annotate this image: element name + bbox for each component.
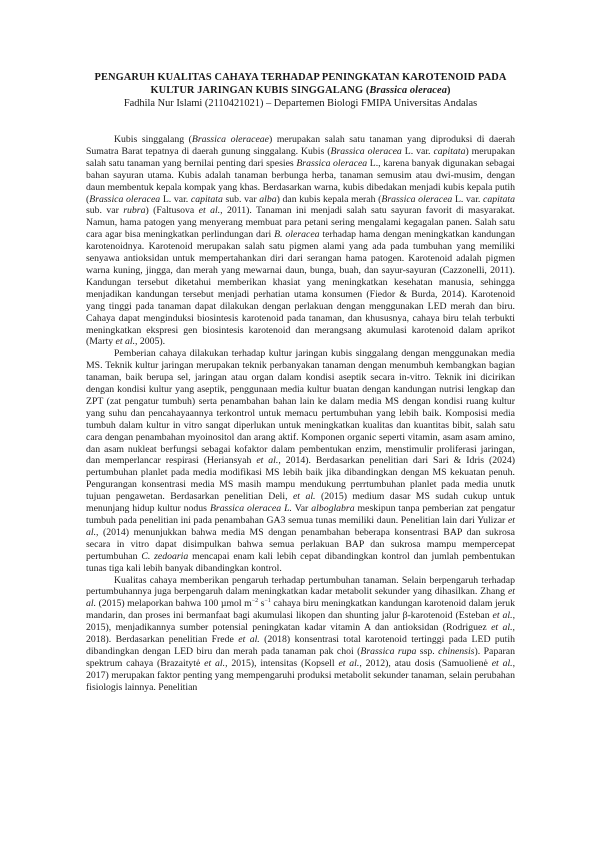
- italic-text-run: et al.: [338, 657, 360, 669]
- text-run: ). Paparan spektrum cahaya (Brazaitytė: [86, 645, 516, 669]
- italic-text-run: Brassica oleracea: [296, 157, 368, 169]
- italic-text-run: et al.: [491, 657, 513, 669]
- text-run: Pemberian cahaya dilakukan terhadap kultur jaringan kubis singgalang dengan menggunakan media MS. Teknik kultur jaringan merupakan teknik perbanyakan tanaman dengan menumbuh kembangkan bagian tanaman, baik berupa sel, jaringan atau organ dalam kondisi aseptik secara in-vitro. Teknik ini dicirikan dengan kondisi kultur yang aseptik, penggunaan media kultur buatan dengan kandungan nutrisi lengkap dan ZPT (zat pengatur tumbuh) serta penambahan bahan lain ke dalam media MS dengan kondisi ruang kultur yang suhu dan pencahayaannya terkontrol untuk memacu pertumbuhan yang lebih baik. Komposisi media tumbuh dalam kultur in vitro sangat diperlukan untuk meningkatkan kualitas dan kuantitas bibit, salah satu cara dengan penambahan myoinositol dan arang aktif. Komponen organic seperti vitamin, asam asam amino, dan asam nukleat berfungsi sebagai kofaktor dalam pembentukan enzim, menstimulir proliferasi jaringan, dan memperlancar respirasi (Heriansyah: [86, 348, 515, 467]
- italic-text-run: et al.: [204, 657, 226, 669]
- text-run: L. var.: [160, 193, 191, 205]
- italic-text-run: et al.: [86, 586, 515, 610]
- author-line: Fadhila Nur Islami (2110421021) – Departemen Biologi FMIPA Universitas Andalas: [123, 98, 478, 109]
- text-run: , 2018). Berdasarkan penelitian Frede: [86, 622, 515, 646]
- text-run: , 2015), intensitas (Kopsell: [225, 657, 339, 669]
- title-line-1: PENGARUH KUALITAS CAHAYA TERHADAP PENINGKATAN KAROTENOID PADA: [94, 72, 507, 83]
- italic-text-run: capitata: [483, 193, 515, 205]
- text-run: Kubis singgalang (: [114, 134, 192, 145]
- italic-text-run: rubra: [123, 205, 146, 217]
- text-run: ) dan kubis kepala merah (: [276, 193, 382, 205]
- text-run: ) merupakan salah satu tanaman yang diproduksi di daerah Sumatra Barat tepatnya di daerah gunung singgalang. Kubis (: [86, 134, 515, 157]
- text-run: sub. var: [222, 193, 260, 205]
- italic-text-run: et al.: [491, 622, 513, 634]
- text-run: L., karena banyak digunakan sebagai bahan sayuran utama. Kubis adalah tanaman berbunga herba, tanaman semusim atau dwi-musim, dengan daun membentuk kepala kompak yang khas. Berdasarkan warna, kubis dibedakan menjadi kubis kepala putih (: [86, 157, 515, 205]
- text-run: meskipun tanpa pemberian zat pengatur tumbuh pada penelitian ini pada penambahan GA3 semua tunas memiliki daun. Penelitian lain dari Yulizar: [86, 503, 515, 526]
- italic-text-run: et al.: [492, 610, 513, 622]
- text-run: ssp.: [416, 645, 439, 657]
- document-title: [86, 0, 515, 97]
- italic-text-run: Brassica oleracea: [381, 193, 453, 205]
- italic-text-run: et al.: [86, 515, 515, 538]
- text-run: Var: [291, 503, 312, 515]
- text-run: , 2011). Tanaman ini menjadi salah satu sayuran favorit di masyarakat. Namun, hama patogen yang menyerang membuat para petani sering mengalami kegagalan panen. Salah satu cara agar bisa meningkatkan perlindungan dari: [86, 205, 515, 241]
- italic-text-run: alba: [259, 193, 277, 205]
- text-run: ) merupakan salah satu tanaman yang bernilai penting dari spesies: [86, 145, 515, 169]
- document-body: [86, 134, 515, 694]
- italic-text-run: capitata: [190, 193, 223, 205]
- italic-text-run: Brassica oleraceae: [191, 134, 270, 145]
- italic-text-run: et al.: [238, 634, 260, 646]
- text-run: mencapai enam kali lebih cepat dibandingkan kontrol dan jumlah pembentukan tunas tiga kali lebih banyak dibandingkan kontrol.: [86, 550, 515, 574]
- text-run: (2018) konsentrasi total karotenoid tertinggi pada LED putih dibandingkan dengan LED biru dan merah pada tanaman pak choi (: [86, 634, 515, 657]
- title-line-2-suffix: ): [447, 84, 451, 96]
- text-run: , 2012), atau dosis (Samuolienė: [359, 657, 492, 669]
- italic-text-run: et al.: [115, 336, 136, 348]
- text-run: Kualitas cahaya memberikan pengaruh terhadap pertumbuhan tanaman. Selain berpengaruh terhadap pertumbuhannya juga berpengaruh dalam meningkatkan kadar metabolit sekunder yang dihasilkan. Zhang: [86, 574, 515, 598]
- text-run: , 2005).: [135, 336, 166, 348]
- text-run: L. var.: [452, 193, 484, 205]
- text-run: , (2014) menunjukkan bahwa media MS dengan penambahan beberapa konsentrasi BAP dan sukrosa secara in vitro dapat disimpulkan bahwa semua perlakuan BAP dan sukrosa mampu mempercepat pertumbuhan: [86, 526, 515, 562]
- italic-text-run: et al.: [292, 491, 316, 503]
- text-run: , 2014). Berdasarkan penelitian dari Sari & Idris (2024) pertumbuhan planlet pada media modifikasi MS lebih baik jika dibandingkan dengan MS kekuatan penuh. Pengurangan konsentrasi media MS masih mampu mendukung perrtumbuhan planlet pada media unutk tujuan pengawetan. Berdasarkan penelitian Deli,: [86, 455, 516, 503]
- paragraph-1: [86, 134, 515, 348]
- text-run: , 2015), menjadikannya sumber potensial peningkatan kadar vitamin A dan antioksidan (Rodriguez: [86, 610, 515, 634]
- text-run: terhadap hama dengan meningkatkan kandungan karotenoidnya. Karotenoid merupakan salah satu pigmen alami yang ada pada tumbuhan yang memiliki senyawa antioksidan untuk mempertahankan diri dari serangan hama patogen. Karotenoid adalah pigmen warna kuning, jingga, dan merah yang mewarnai daun, bunga, buah, dan sayur-sayuran (Cazzonelli, 2011). Kandungan tersebut diketahui memberikan khasiat yang meningkatkan kesehatan manusia, sehingga menjadikan kandungan tersebut menjadi perhatian utama konsumen (Fiedor & Burda, 2014). Karotenoid yang tinggi pada tanaman dapat dilakukan dengan perlakuan dengan menggunakan LED merah dan biru. Cahaya dapat menginduksi biosintesis karotenoid pada tanaman, dan khususnya, cahaya biru telah terbukti meningkatkan ekspresi gen biosintesis karotenoid dan merangsang akumulasi karotenoid dalam aprikot (Marty: [86, 229, 515, 348]
- text-run: , 2017) merupakan faktor penting yang mempengaruhi produksi metabolit sekunder tanaman, selain perubahan fisiologis lainnya. Penelitian: [86, 657, 516, 693]
- title-species-name: Brassica oleracea: [369, 84, 447, 96]
- text-run: s: [258, 598, 265, 610]
- italic-text-run: capitata: [433, 145, 466, 157]
- italic-text-run: alboglabra: [311, 503, 355, 515]
- text-run: (2015) medium dasar MS sudah cukup untuk menunjang hidup kultur nodus: [86, 491, 515, 515]
- text-run: sub. var: [86, 205, 124, 217]
- superscript-text-run: −2: [251, 598, 259, 605]
- text-run: (2015) melaporkan bahwa 100 µmol m: [96, 598, 252, 610]
- italic-text-run: Brassica oleracea: [89, 193, 161, 205]
- superscript-text-run: −1: [264, 598, 271, 605]
- text-run: L. var.: [401, 145, 434, 157]
- italic-text-run: chinensis: [438, 645, 475, 657]
- text-run: ) (Faltusova: [145, 205, 199, 217]
- italic-text-run: C. zedoaria: [141, 550, 189, 562]
- text-run: cahaya biru meningkatkan kandungan karotenoid dalam jeruk mandarin, dan proses ini bermanfaat bagi akumulasi likopen dan shunting jalur β-karotenoid (Esteban: [86, 598, 515, 622]
- italic-text-run: et al.: [256, 455, 279, 467]
- italic-text-run: et al.: [198, 205, 221, 217]
- italic-text-run: Brassica oleracea: [330, 145, 402, 157]
- paragraph-2: [86, 348, 515, 574]
- italic-text-run: B. oleracea: [274, 229, 320, 241]
- italic-text-run: Brassica oleracea L.: [209, 503, 292, 515]
- title-line-2-prefix: KULTUR JARINGAN KUBIS SINGGALANG (: [150, 84, 370, 96]
- paragraph-3: [86, 575, 515, 694]
- italic-text-run: Brassica rupa: [360, 645, 417, 657]
